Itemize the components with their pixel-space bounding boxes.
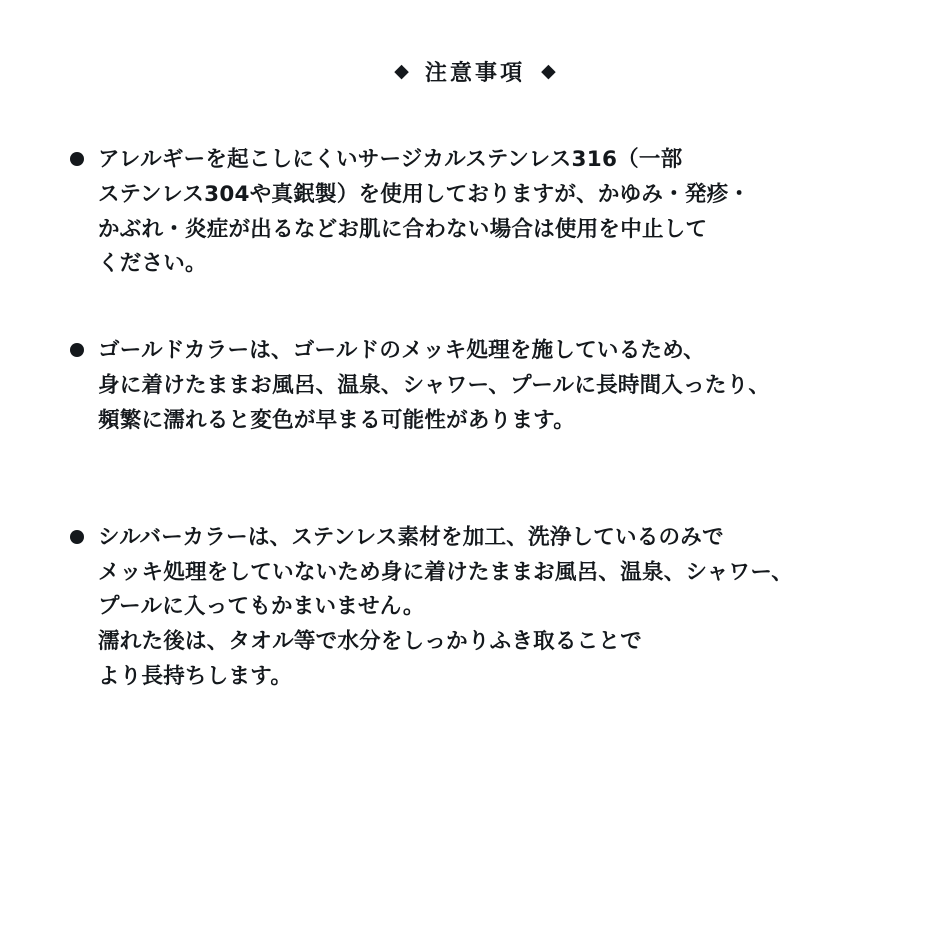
notice-line: かぶれ・炎症が出るなどお肌に合わない場合は使用を中止して — [98, 216, 708, 242]
diamond-right-icon: ◆ — [541, 60, 556, 82]
page-title-text: 注意事項 — [424, 61, 526, 86]
page-title — [60, 56, 890, 87]
bullet-icon — [70, 343, 84, 357]
notice-line: ステンレス304や真鈱製）を使用しておりますが、かゆみ・発疹・ — [98, 181, 751, 207]
bullet-icon — [70, 152, 84, 166]
notice-line: アレルギーを起こしにくいサージカルステンレス316（一部 — [98, 147, 683, 172]
notice-text-gold — [98, 334, 890, 438]
spacer — [70, 439, 890, 521]
diamond-left-icon: ◆ — [394, 60, 409, 82]
spacer — [70, 282, 890, 334]
list-item — [70, 143, 890, 282]
notice-line: シルバーカラーは、ステンレス素材を加工、洗浄しているのみで — [98, 524, 724, 550]
notice-line: メッキ処理をしていないため身に着けたままお風呂、温泉、シャワー、 — [98, 559, 793, 585]
list-item — [70, 334, 890, 438]
notice-line: より長持ちします。 — [98, 664, 293, 690]
notice-line: 濡れた後は、タオル等で水分をしっかりふき取ることで — [98, 629, 642, 655]
notice-text-silver — [98, 521, 890, 695]
notice-line: 頻繁に濡れると変色が早まる可能性があります。 — [98, 407, 575, 433]
notice-line: ゴールドカラーは、ゴールドのメッキ処理を施しているため、 — [98, 338, 705, 364]
notice-line: 身に着けたままお風呂、温泉、シャワー、プールに長時間入ったり、 — [98, 373, 771, 399]
notice-list — [60, 143, 890, 695]
bullet-icon — [70, 530, 84, 544]
notice-line: プールに入ってもかまいません。 — [98, 594, 425, 620]
notice-line: ください。 — [98, 251, 207, 277]
list-item — [70, 521, 890, 695]
notice-text-allergy — [98, 143, 890, 282]
